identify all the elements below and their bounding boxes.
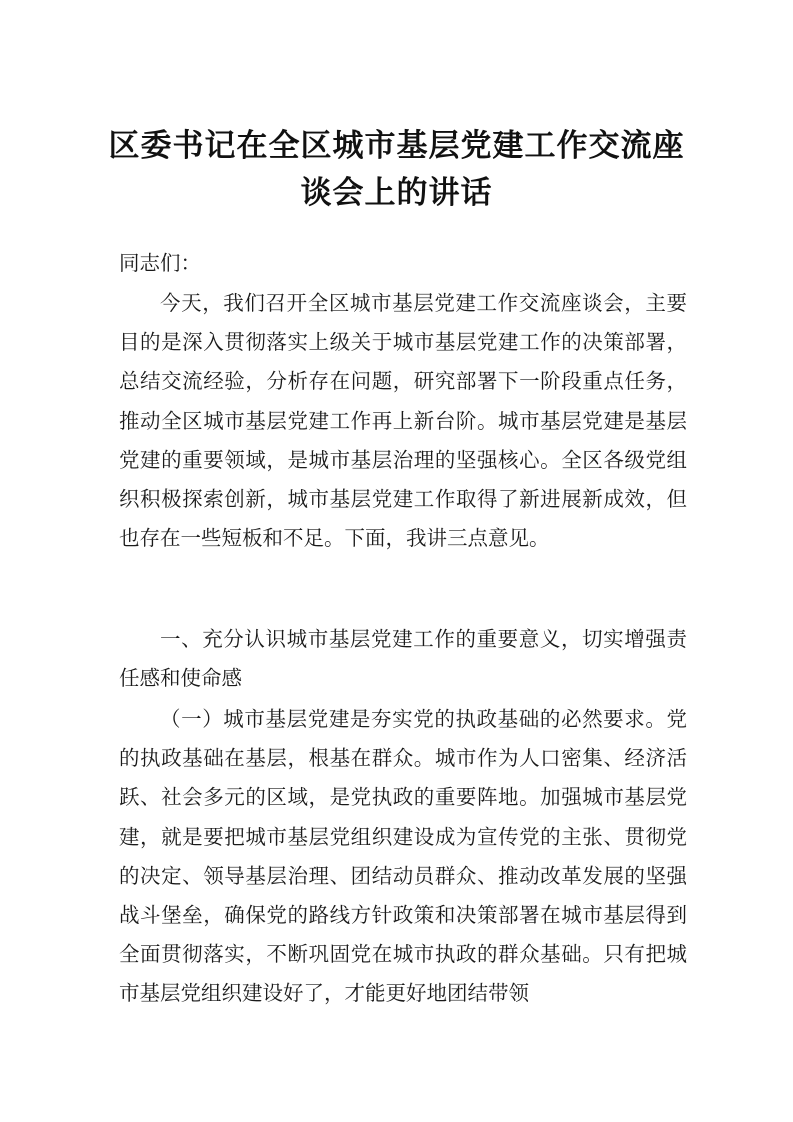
document-title-line-1: 区委书记在全区城市基层党建工作交流座 [108, 128, 685, 164]
subsection-paragraph-1: （一）城市基层党建是夯实党的执政基础的必然要求。党的执政基础在基层，根基在群众。城市作为人口密集、经济活跃、社会多元的区域，是党执政的重要阵地。加强城市基层党建，就是要把城市基层党组织建设成为宣传党的主张、贯彻党的决定、领导基层治理、团结动员群众、推动改革发展的坚强战斗堡垒，确保党的路线方针政策和决策部署在城市基层得到全面贯彻落实，不断巩固党在城市执政的群众基础。只有把城市基层党组织建设好了，才能更好地团结带领 [119, 707, 687, 1006]
section-heading-1: 一、充分认识城市基层党建工作的重要意义，切实增强责任感和使命感 [119, 627, 687, 691]
greeting: 同志们： [119, 251, 201, 275]
document-title-line-2: 谈会上的讲话 [300, 175, 493, 211]
opening-paragraph: 今天，我们召开全区城市基层党建工作交流座谈会，主要目的是深入贯彻落实上级关于城市基层党建工作的决策部署，总结交流经验，分析存在问题，研究部署下一阶段重点任务，推动全区城市基层党建工作再上新台阶。城市基层党建是基层党建的重要领域，是城市基层治理的坚强核心。全区各级党组织积极探索创新，城市基层党建工作取得了新进展新成效，但也存在一些短板和不足。下面，我讲三点意见。 [119, 291, 687, 551]
